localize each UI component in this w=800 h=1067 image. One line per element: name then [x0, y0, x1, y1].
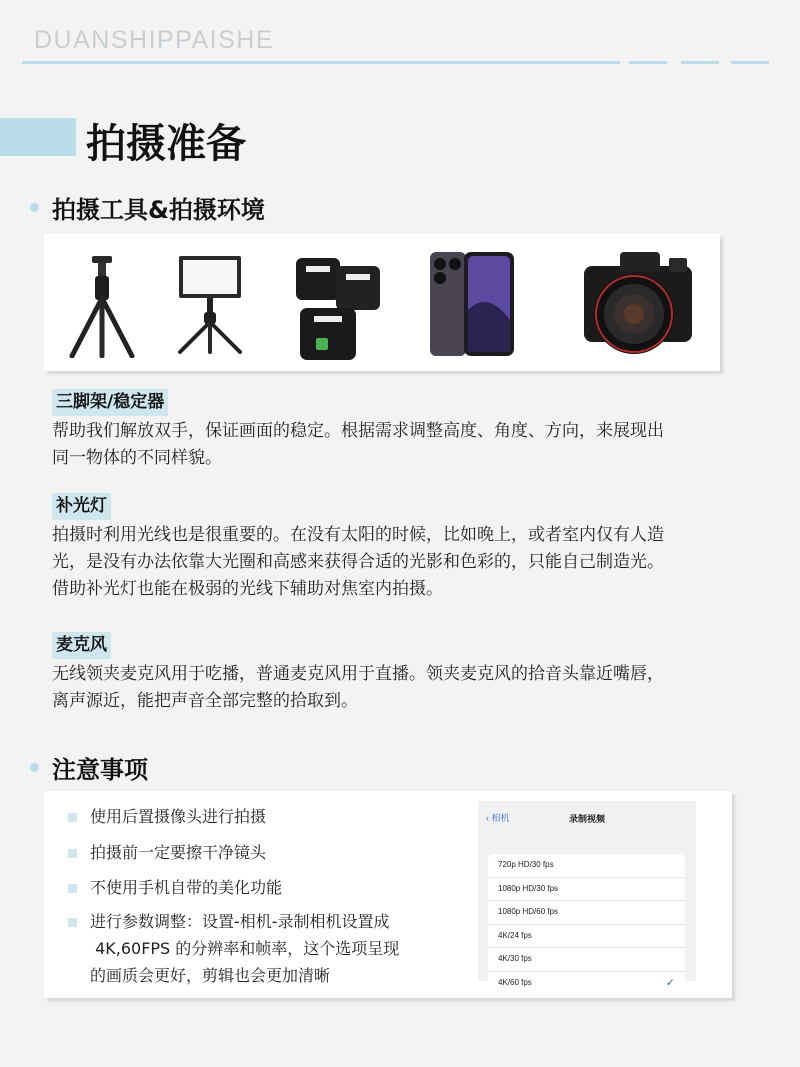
checkmark-icon: ✓ [665, 976, 675, 989]
equipment-photo-panel [44, 234, 720, 371]
format-option[interactable]: 4K/30 fps [488, 948, 685, 972]
section-heading-text: 拍摄工具&拍摄环境 [52, 196, 265, 224]
header-rule-dash [731, 61, 769, 64]
desc-line: 借助补光灯也能在极弱的光线下辅助对焦室内拍摄。 [52, 579, 443, 599]
format-option[interactable]: 1080p HD/60 fps [488, 901, 685, 925]
square-bullet-icon [68, 813, 77, 822]
desc-line: 帮助我们解放双手，保证画面的稳定。根据需求调整高度、角度、方向，来展现出 [52, 421, 664, 441]
microphone-image [294, 252, 384, 364]
phone-settings-screenshot [478, 801, 696, 989]
note-item [68, 803, 428, 830]
bullet-dot [30, 203, 39, 212]
desc-line: 同一物体的不同样貌。 [52, 448, 222, 468]
brand-name: DUANSHIPPAISHE [34, 26, 275, 54]
header-rule-dash [629, 61, 667, 64]
note-line: 使用后置摄像头进行拍摄 [90, 807, 267, 826]
desc-line: 离声源近，能把声音全部完整的拾取到。 [52, 691, 358, 711]
header-rule-dash [681, 61, 719, 64]
section-heading-tools [30, 190, 265, 225]
title-accent-bar [0, 118, 76, 156]
section-heading-text: 注意事项 [52, 756, 148, 784]
item-desc-microphone [52, 661, 742, 715]
format-option-label: 4K/60 fps [498, 977, 532, 987]
item-tag-tripod: 三脚架/稳定器 [52, 389, 168, 416]
item-desc-fill-light [52, 522, 742, 603]
desc-line: 拍摄时利用光线也是很重要的。在没有太阳的时候，比如晚上，或者室内仅有人造 [52, 525, 664, 545]
section-heading-notes [30, 750, 148, 785]
square-bullet-icon [68, 884, 77, 893]
note-item [68, 839, 428, 866]
video-format-list [488, 854, 685, 994]
note-line: 4K,60FPS 的分辨率和帧率，这个选项呈现 [90, 939, 400, 958]
note-item [68, 874, 428, 901]
square-bullet-icon [68, 849, 77, 858]
format-option[interactable]: 4K/24 fps [488, 925, 685, 949]
desc-line: 无线领夹麦克风用于吃播，普通麦克风用于直播。领夹麦克风的拾音头靠近嘴唇， [52, 664, 664, 684]
fill-light-image [174, 254, 246, 354]
phone-screen-title: 录制视频 [568, 814, 605, 824]
item-desc-tripod [52, 418, 742, 472]
format-option[interactable]: 1080p HD/30 fps [488, 878, 685, 902]
desc-line: 光，是没有办法依靠大光圈和高感来获得合适的光影和色彩的，只能自己制造光。 [52, 552, 664, 572]
note-item [68, 908, 428, 989]
back-label: 相机 [491, 813, 510, 823]
note-line: 拍摄前一定要擦干净镜头 [90, 843, 267, 862]
phone-image [428, 250, 516, 360]
header-rule [22, 61, 620, 64]
format-option[interactable]: 720p HD/30 fps [488, 854, 685, 878]
format-option-selected[interactable] [488, 972, 685, 995]
square-bullet-icon [68, 918, 77, 927]
tripod-image [64, 252, 140, 358]
item-tag-fill-light: 补光灯 [52, 493, 111, 520]
chevron-left-icon: ‹ [486, 813, 489, 823]
page-title: 拍摄准备 [86, 121, 246, 167]
note-line: 的画质会更好，剪辑也会更加清晰 [90, 966, 331, 985]
note-line: 不使用手机自带的美化功能 [90, 878, 283, 897]
camera-image [574, 246, 696, 358]
note-line: 进行参数调整：设置-相机-录制相机设置成 [90, 912, 390, 931]
item-tag-microphone: 麦克风 [52, 632, 111, 659]
bullet-dot [30, 763, 39, 772]
notes-panel [44, 791, 732, 998]
